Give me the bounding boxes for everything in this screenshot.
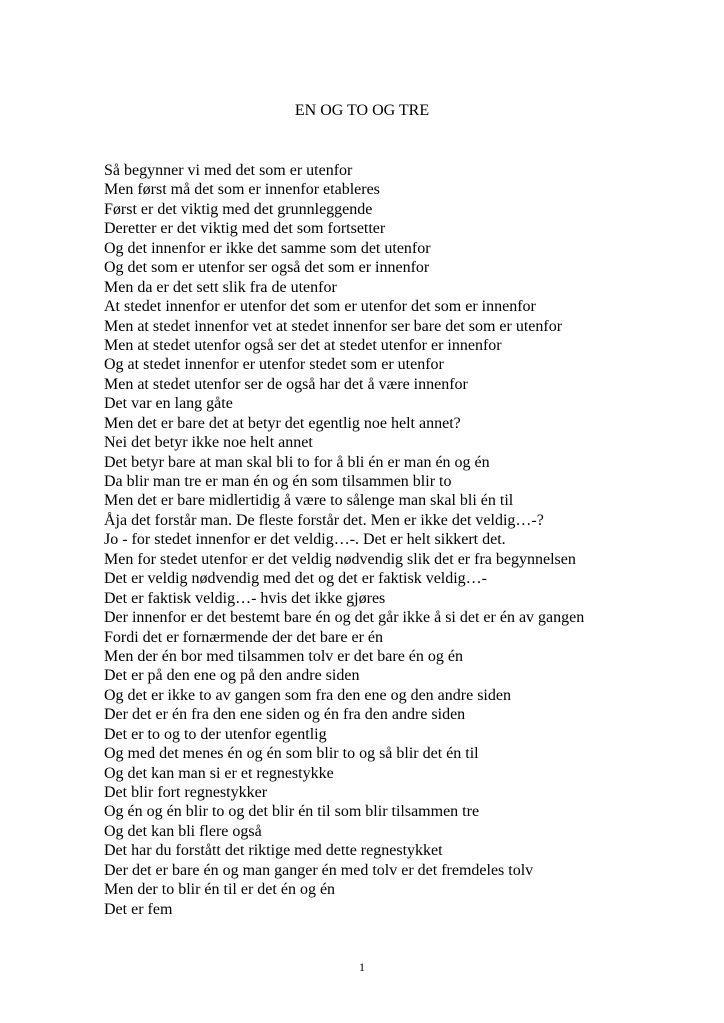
poem-line: Men at stedet innenfor vet at stedet innenfor ser bare det som er utenfor xyxy=(104,317,563,335)
poem-line: Og det kan bli flere også xyxy=(104,822,262,840)
poem-line: Men der én bor med tilsammen tolv er det bare én og én xyxy=(104,647,463,665)
poem-line: Og det som er utenfor ser også det som er innenfor xyxy=(104,259,430,277)
poem-line: Men for stedet utenfor er det veldig nødvendig slik det er fra begynnelsen xyxy=(104,550,576,568)
poem-line: Men der to blir én til er det én og én xyxy=(104,881,336,899)
poem-line: Det betyr bare at man skal bli to for å bli én er man én og én xyxy=(104,453,490,471)
poem-line: Men at stedet utenfor ser de også har det å være innenfor xyxy=(104,375,468,393)
poem-line: Så begynner vi med det som er utenfor xyxy=(104,162,353,179)
poem-line: Og det er ikke to av gangen som fra den ene og den andre siden xyxy=(104,686,511,704)
poem-line: Der innenfor er det bestemt bare én og det går ikke å si det er én av gangen xyxy=(104,609,585,627)
poem-line: Det har du forstått det riktige med dette regnestykket xyxy=(104,842,443,860)
poem-line: Men at stedet utenfor også ser det at stedet utenfor er innenfor xyxy=(104,336,502,354)
poem-line: Der det er én fra den ene siden og én fra den andre siden xyxy=(104,706,466,724)
poem-line: Det er faktisk veldig…- hvis det ikke gjøres xyxy=(104,589,386,607)
page-number: 1 xyxy=(359,960,365,974)
poem-line: Jo - for stedet innenfor er det veldig…-. Det er helt sikkert det. xyxy=(104,531,506,549)
poem-line: Og én og én blir to og det blir én til som blir tilsammen tre xyxy=(104,803,480,821)
poem-body xyxy=(104,161,584,919)
poem-line: Det er fem xyxy=(104,900,173,918)
poem-line: Og at stedet innenfor er utenfor stedet som er utenfor xyxy=(104,356,444,374)
poem-line: Deretter er det viktig med det som fortsetter xyxy=(104,220,386,238)
poem-line: Der det er bare én og man ganger én med tolv er det fremdeles tolv xyxy=(104,861,534,879)
poem-line: Og det innenfor er ikke det samme som det utenfor xyxy=(104,239,431,257)
poem-line: Det er på den ene og på den andre siden xyxy=(104,667,360,685)
poem-line: Nei det betyr ikke noe helt annet xyxy=(104,434,313,452)
poem-line: Det var en lang gåte xyxy=(104,395,233,413)
poem-line: Da blir man tre er man én og én som tilsammen blir to xyxy=(104,473,452,490)
poem-line: Men det er bare midlertidig å være to sålenge man skal bli én til xyxy=(104,492,514,510)
poem-line: Og det kan man si er et regnestykke xyxy=(104,764,334,782)
poem-line: Det er to og to der utenfor egentlig xyxy=(104,725,327,743)
poem-line: Det blir fort regnestykker xyxy=(104,784,268,801)
poem-line: At stedet innenfor er utenfor det som er utenfor det som er innenfor xyxy=(104,298,536,316)
document-title: EN OG TO OG TRE xyxy=(294,102,430,119)
poem-line: Men først må det som er innenfor etableres xyxy=(104,181,380,199)
poem-line: Men da er det sett slik fra de utenfor xyxy=(104,278,337,296)
poem-line: Men det er bare det at betyr det egentlig noe helt annet? xyxy=(104,414,461,432)
poem-line: Fordi det er fornærmende der det bare er én xyxy=(104,628,383,646)
poem-line: Åja det forstår man. De fleste forstår det. Men er ikke det veldig…-? xyxy=(104,511,544,529)
poem-line: Og med det menes én og én som blir to og så blir det én til xyxy=(104,745,479,763)
poem-line: Det er veldig nødvendig med det og det er faktisk veldig…- xyxy=(104,570,488,588)
poem-line: Først er det viktig med det grunnleggende xyxy=(104,200,373,218)
